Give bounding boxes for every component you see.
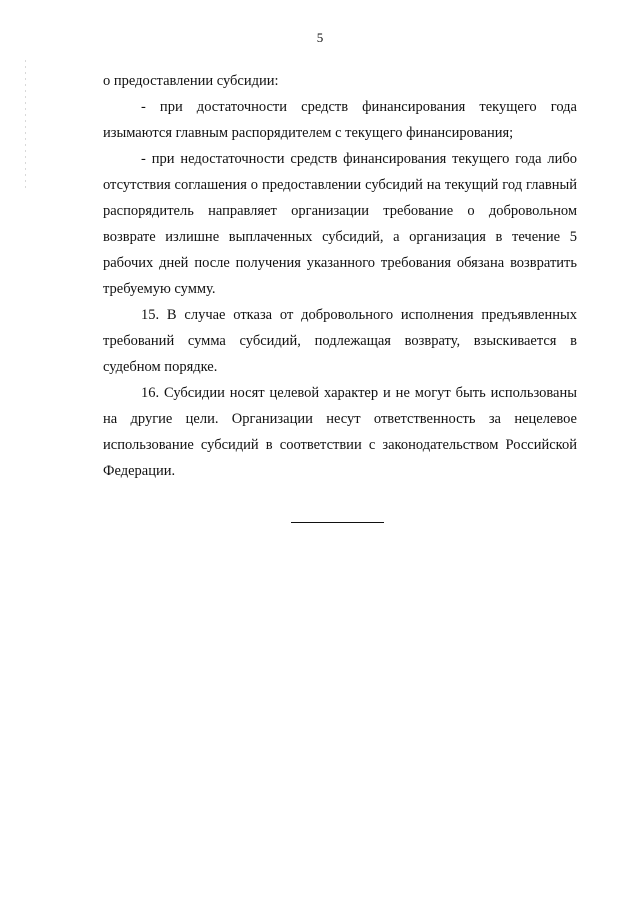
- paragraph-clause-15: 15. В случае отказа от добровольного исполнения предъявленных требований сумма субсидий, подлежащая возврату, взыскивается в судебном порядке.: [103, 307, 577, 375]
- paragraph-clause-16: 16. Субсидии носят целевой характер и не могут быть использованы на другие цели. Организации несут ответственность за нецелевое использование субсидий в соответствии с законодательством Российской Федерации.: [103, 385, 577, 479]
- margin-scan-marks: [25, 60, 26, 190]
- document-body: [103, 68, 577, 484]
- paragraph-continuation: о предоставлении субсидии:: [103, 73, 279, 89]
- paragraph-sufficient-funds: - при достаточности средств финансирования текущего года изымаются главным распорядителем с текущего финансирования;: [103, 99, 577, 141]
- page-number: 5: [316, 30, 324, 45]
- end-divider-line: [291, 522, 384, 523]
- paragraph-insufficient-funds: - при недостаточности средств финансирования текущего года либо отсутствия соглашения о предоставлении субсидий на текущий год главный распорядитель направляет организации требование о добровольном возврате излишне выплаченных субсидий, а организация в течение 5 рабочих дней после получения указанного требования обязана возвратить требуемую сумму.: [103, 151, 577, 297]
